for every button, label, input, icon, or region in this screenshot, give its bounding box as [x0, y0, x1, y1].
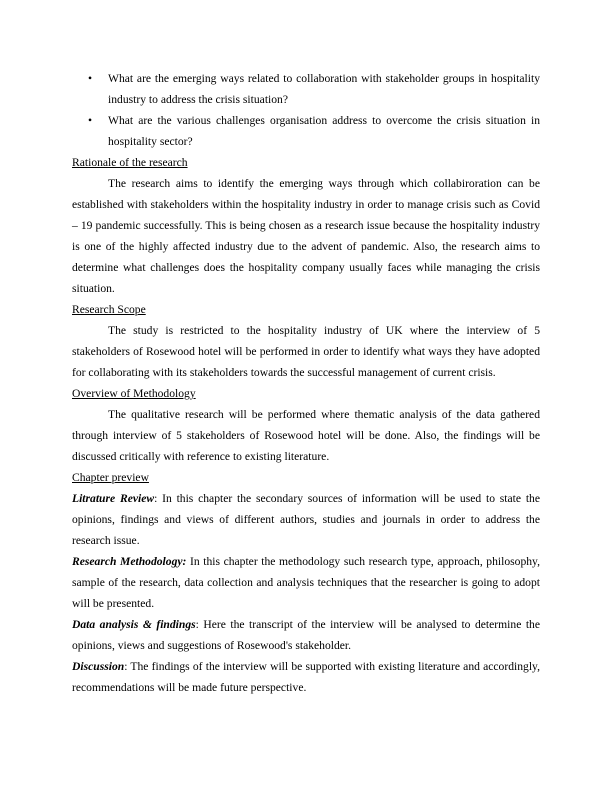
bullet-icon: •: [88, 72, 93, 85]
chapter-term: Litrature Review: [72, 492, 155, 505]
chapter-preview-heading: Chapter preview: [72, 471, 149, 484]
chapter-preview-item: [72, 488, 540, 551]
bullet-icon: •: [88, 114, 93, 127]
research-questions-list: [72, 68, 540, 152]
chapter-preview-item: [72, 656, 540, 698]
chapter-description: : Here the transcript of the interview will be analysed to determine the opinions, views and suggestions of Rosewood's stakeholder.: [72, 618, 540, 652]
chapter-term: Discussion: [72, 660, 125, 673]
research-question-item: [72, 110, 540, 152]
scope-heading: Research Scope: [72, 303, 146, 316]
document-body: [72, 68, 540, 698]
chapter-description: : In this chapter the secondary sources of information will be used to state the opinions, findings and views of different authors, studies and journals in order to address the research issue.: [72, 492, 540, 547]
chapter-description: In this chapter the methodology such research type, approach, philosophy, sample of the research, data collection and analysis techniques that the researcher is going to adopt will be presented.: [72, 555, 540, 610]
methodology-heading: Overview of Methodology: [72, 387, 196, 400]
scope-paragraph: The study is restricted to the hospitality industry of UK where the interview of 5 stakeholders of Rosewood hotel will be performed in order to identify what ways they have adopted for collaborating with its stakeholders towards the successful management of current crisis.: [72, 324, 540, 379]
chapter-preview-item: [72, 551, 540, 614]
chapter-preview-item: [72, 614, 540, 656]
chapter-term: Data analysis & findings: [72, 618, 196, 631]
chapter-description: : The findings of the interview will be supported with existing literature and accordingly, recommendations will be made future perspective.: [72, 660, 540, 694]
research-question-item: [72, 68, 540, 110]
rationale-paragraph: The research aims to identify the emerging ways through which collabiroration can be established with stakeholders within the hospitality industry in order to manage crisis such as Covid – 19 pandemic successfully. This is being chosen as a research issue because the hospitality industry is one of the highly affected industry due to the advent of pandemic. Also, the research aims to determine what challenges does the hospitality company usually faces while managing the crisis situation.: [72, 177, 540, 295]
research-question-text: What are the various challenges organisation address to overcome the crisis situation in hospitality sector?: [108, 114, 540, 148]
methodology-paragraph: The qualitative research will be performed where thematic analysis of the data gathered through interview of 5 stakeholders of Rosewood hotel will be done. Also, the findings will be discussed critically with reference to existing literature.: [72, 408, 540, 463]
rationale-heading: Rationale of the research: [72, 156, 188, 169]
chapter-term: Research Methodology:: [72, 555, 187, 568]
research-question-text: What are the emerging ways related to collaboration with stakeholder groups in hospitality industry to address the crisis situation?: [108, 72, 540, 106]
